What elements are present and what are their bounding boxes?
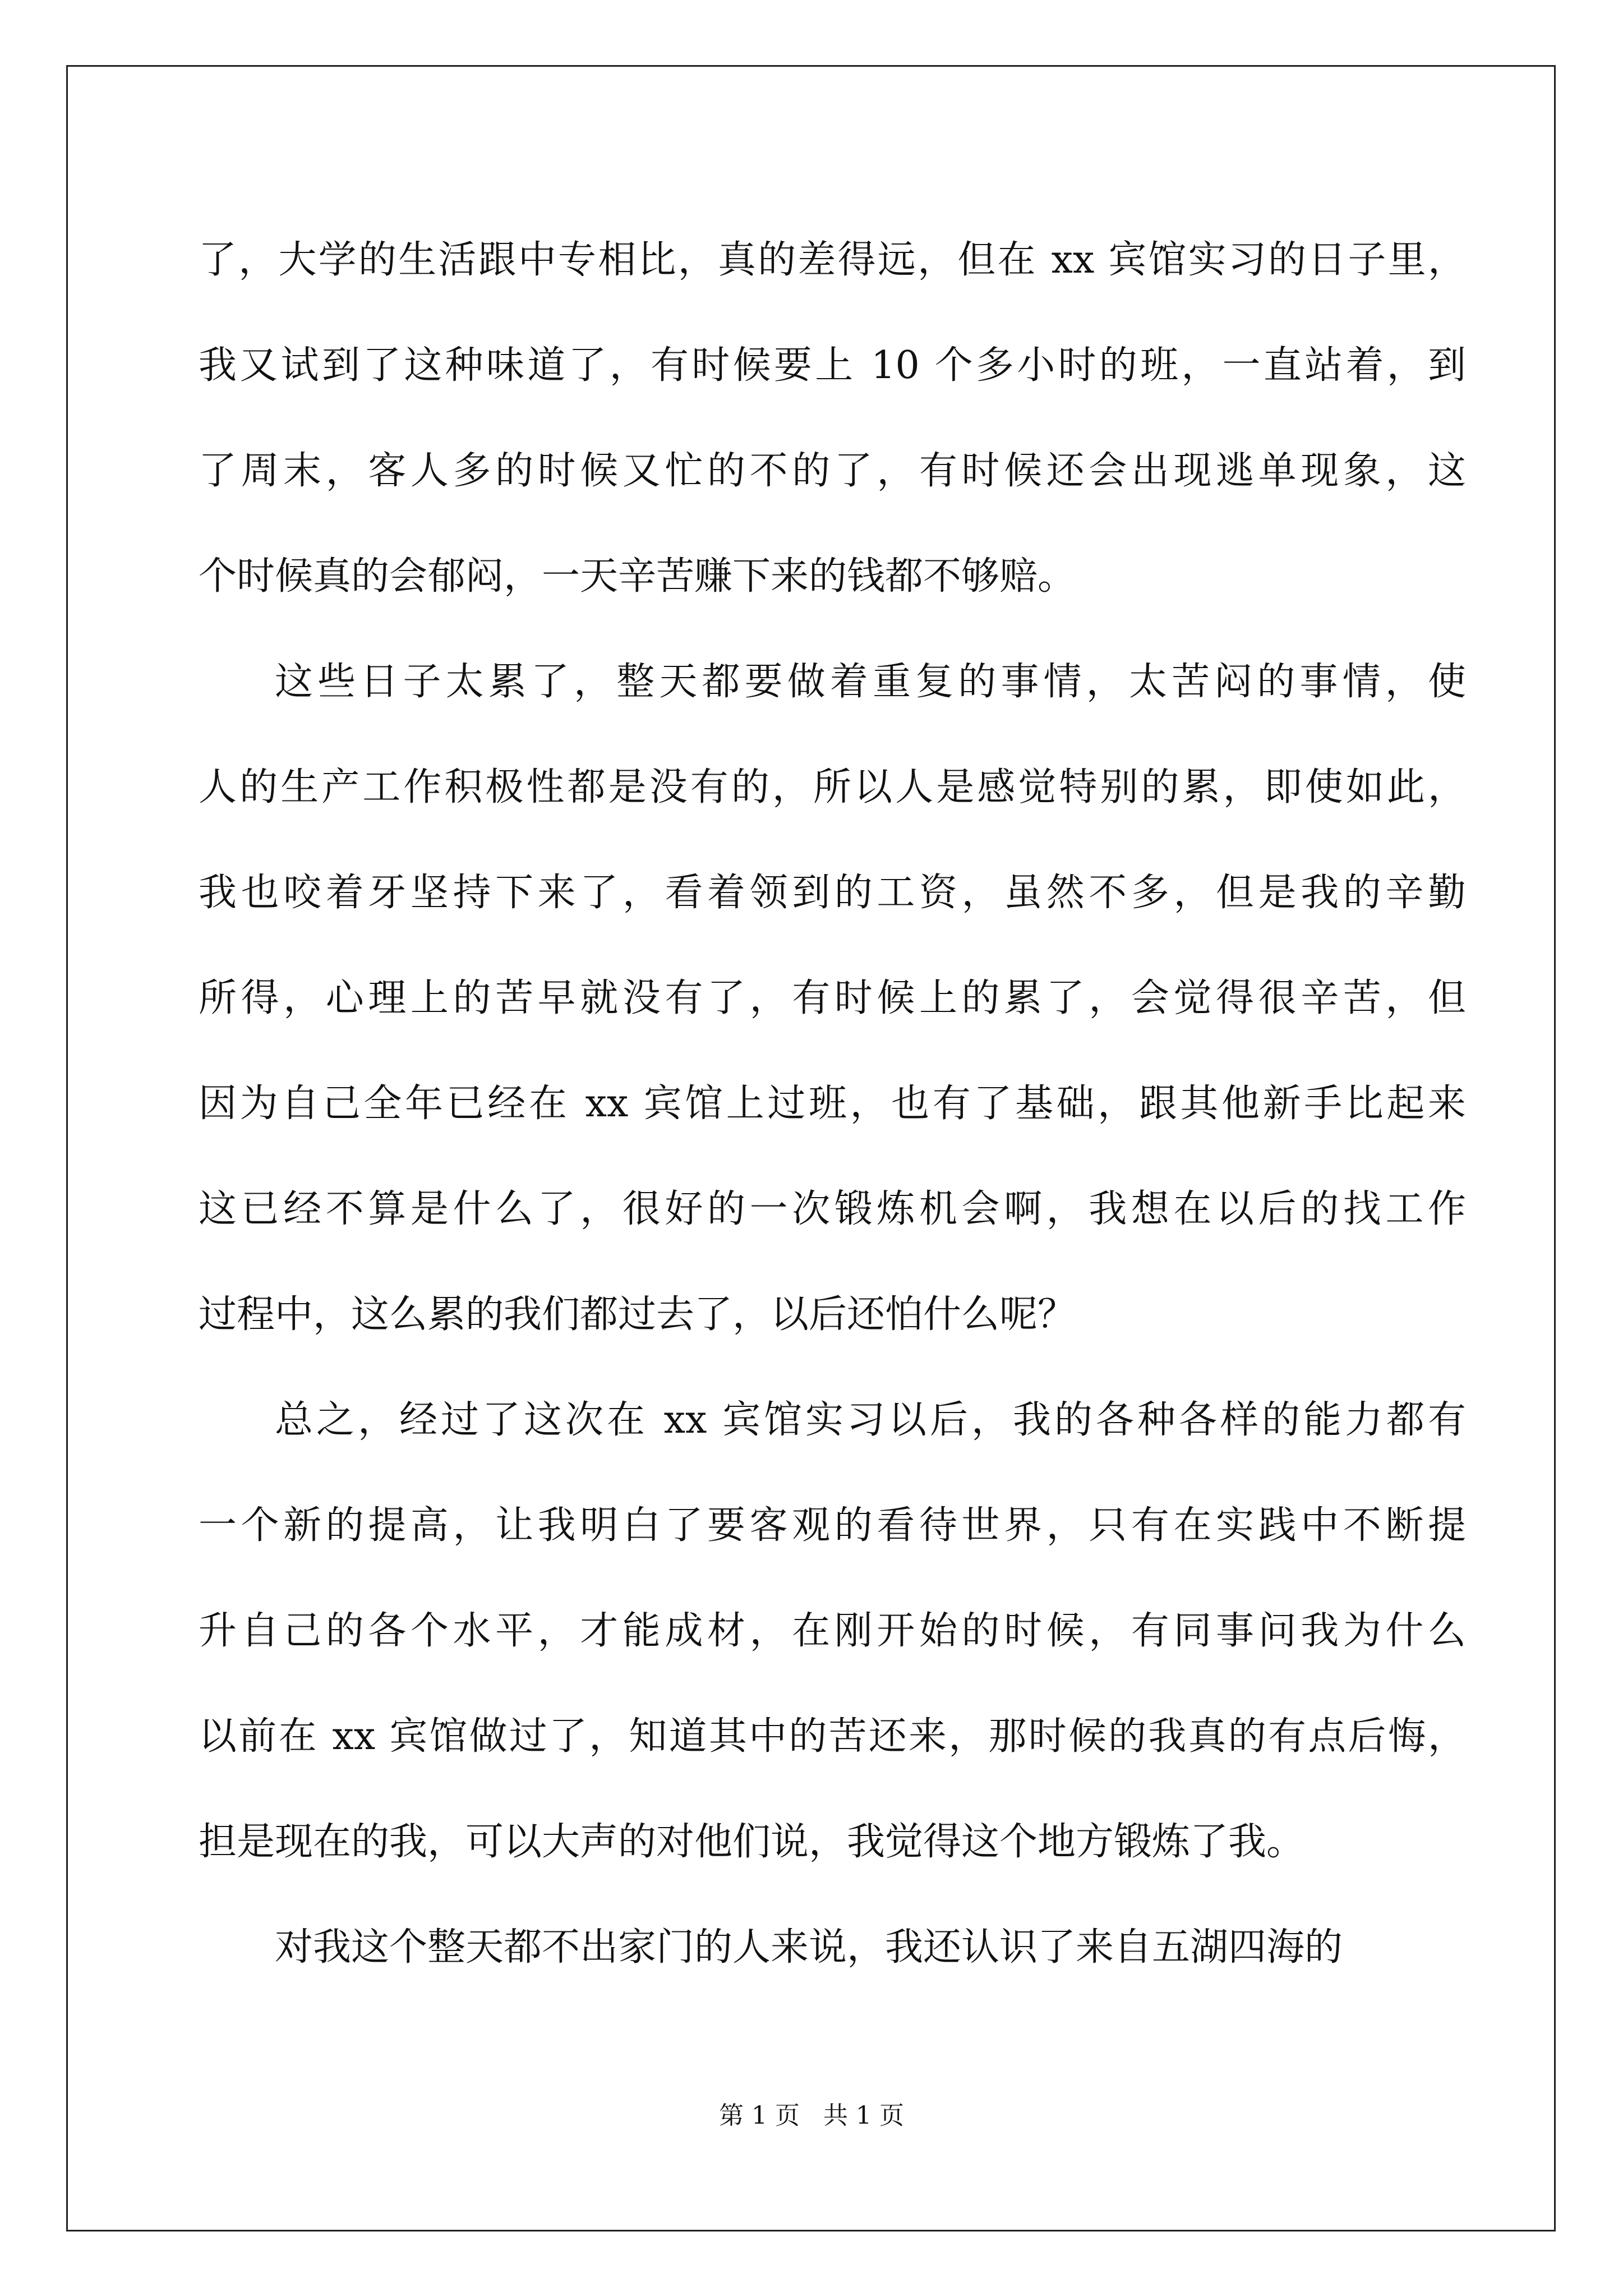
document-body — [199, 208, 1466, 2000]
text-line: 过程中，这么累的我们都过去了，以后还怕什么呢？ — [199, 1292, 1076, 1337]
text-line: 这些日子太累了，整天都要做着重复的事情，太苦闷的事情，使 — [275, 660, 1466, 704]
text-line: 以前在 xx 宾馆做过了，知道其中的苦还来，那时候的我真的有点后悔， — [199, 1714, 1466, 1759]
text-line: 这已经不算是什么了，很好的一次锻炼机会啊，我想在以后的找工作 — [199, 1187, 1466, 1231]
text-line: 担是现在的我，可以大声的对他们说，我觉得这个地方锻炼了我。 — [199, 1820, 1305, 1864]
page-footer — [0, 2099, 1623, 2133]
text-line: 总之，经过了这次在 xx 宾馆实习以后，我的各种各样的能力都有 — [275, 1398, 1466, 1442]
page-total: 共 1 页 — [823, 2101, 904, 2130]
text-line: 对我这个整天都不出家门的人来说，我还认识了来自五湖四海的 — [275, 1925, 1343, 1970]
text-line: 个时候真的会郁闷，一天辛苦赚下来的钱都不够赔。 — [199, 554, 1076, 599]
text-line: 所得，心理上的苦早就没有了，有时候上的累了，会觉得很辛苦，但 — [199, 976, 1466, 1020]
page-number: 第 1 页 — [719, 2101, 800, 2130]
text-line: 升自己的各个水平，才能成材，在刚开始的时候，有同事问我为什么 — [199, 1609, 1466, 1653]
text-line: 人的生产工作积极性都是没有的，所以人是感觉特别的累，即使如此， — [199, 765, 1466, 809]
text-line: 因为自己全年已经在 xx 宾馆上过班，也有了基础，跟其他新手比起来 — [199, 1082, 1466, 1126]
text-line: 我又试到了这种味道了，有时候要上 10 个多小时的班，一直站着，到 — [199, 343, 1466, 388]
text-line: 了周末，客人多的时候又忙的不的了，有时候还会出现逃单现象，这 — [199, 449, 1466, 493]
text-line: 我也咬着牙坚持下来了，看着领到的工资，虽然不多，但是我的辛勤 — [199, 871, 1466, 915]
text-line: 了，大学的生活跟中专相比，真的差得远，但在 xx 宾馆实习的日子里， — [199, 238, 1466, 282]
text-line: 一个新的提高，让我明白了要客观的看待世界，只有在实践中不断提 — [199, 1503, 1466, 1548]
